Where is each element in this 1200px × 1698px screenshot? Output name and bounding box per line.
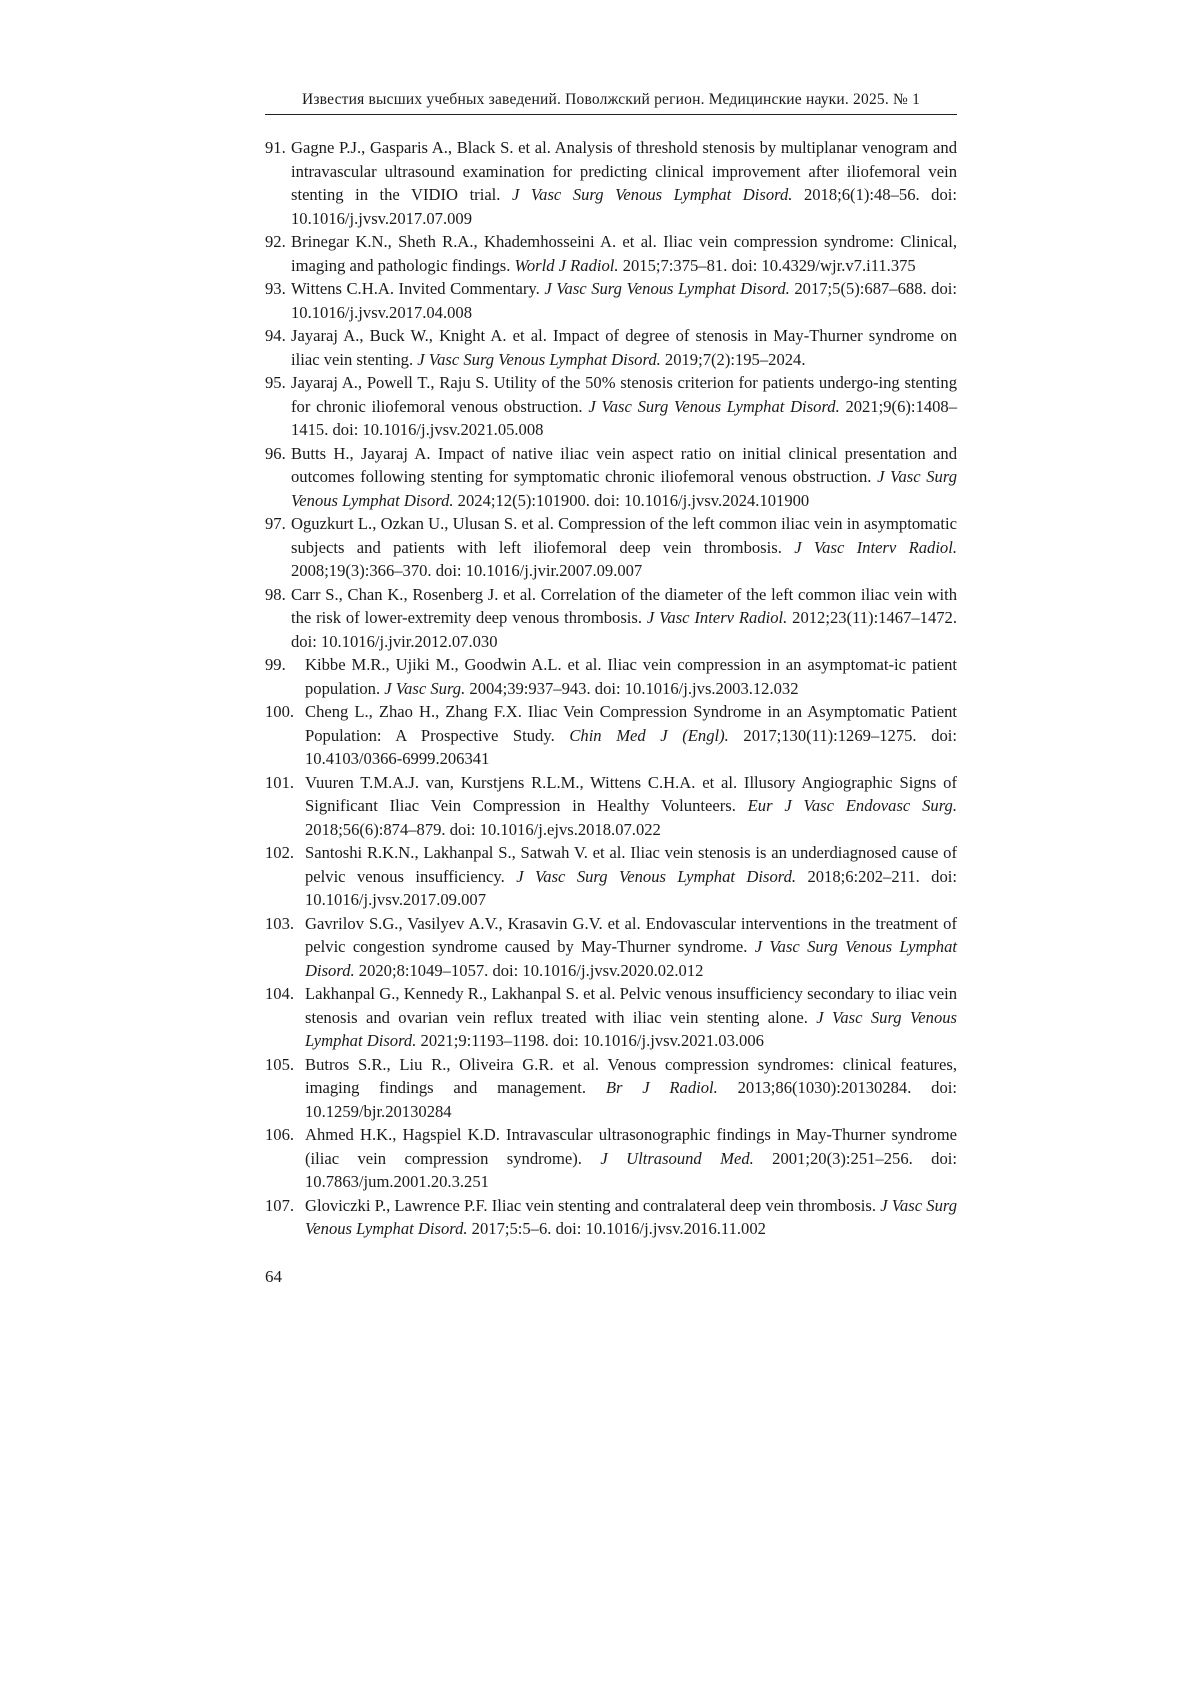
journal-title: J Vasc Surg Venous Lymphat Disord. <box>417 349 661 369</box>
reference-number: 98. <box>265 584 286 604</box>
reference-item <box>265 1194 957 1241</box>
reference-number: 99. <box>265 655 286 674</box>
reference-text: 2001;20(3):251–256. doi: 10.7863/jum.2001.20.3.251 <box>305 1148 957 1191</box>
reference-item <box>265 653 957 700</box>
reference-text: 2019;7(2):195–2024. <box>660 349 806 369</box>
reference-text: Butts H., Jayaraj A. Impact of native iliac vein aspect ratio on initial clinical presentation and outcomes following stenting for symptomatic chronic iliofemoral venous obstruction. <box>291 443 957 486</box>
reference-text: Gavrilov S.G., Vasilyev A.V., Krasavin G.V. et al. Endovascular interventions in the treatment of pelvic congestion syndrome caused by May-Thurner syndrome. <box>305 913 957 956</box>
reference-item <box>265 371 957 442</box>
reference-text: 2020;8:1049–1057. doi: 10.1016/j.jvsv.2020.02.012 <box>354 960 704 980</box>
journal-title: J Vasc Interv Radiol. <box>794 537 957 557</box>
reference-number: 101. <box>265 772 295 792</box>
reference-text: Jayaraj A., Buck W., Knight A. et al. Impact of degree of stenosis in May-Thurner syndrome on iliac vein stenting. <box>291 326 957 369</box>
reference-item <box>265 771 957 842</box>
journal-title: J Vasc Surg Venous Lymphat Disord. <box>516 866 797 886</box>
reference-number: 94. <box>265 326 286 345</box>
reference-text: 2017;5:5–6. doi: 10.1016/j.jvsv.2016.11.002 <box>467 1219 766 1238</box>
reference-text: 2012;23(11):1467–1472. doi: 10.1016/j.jvir.2012.07.030 <box>291 608 958 651</box>
reference-text: Lakhanpal G., Kennedy R., Lakhanpal S. et al. Pelvic venous insufficiency secondary to iliac vein stenosis and ovarian vein reflux treated with iliac vein stenting alone. <box>305 984 957 1027</box>
reference-item <box>265 1123 957 1194</box>
reference-text: 2004;39:937–943. doi: 10.1016/j.jvs.2003.12.032 <box>465 678 799 698</box>
journal-title: World J Radiol. <box>514 255 619 275</box>
header-rule <box>265 114 957 115</box>
reference-text: Vuuren T.M.A.J. van, Kurstjens R.L.M., Wittens C.H.A. et al. Illusory Angiographic Signs of Significant Iliac Vein Compression in Healthy Volunteers. <box>305 772 957 815</box>
reference-text: Oguzkurt L., Ozkan U., Ulusan S. et al. Compression of the left common iliac vein in asymptomatic subjects and patients with left iliofemoral deep vein thrombosis. <box>291 514 957 557</box>
reference-number: 100. <box>265 702 295 721</box>
reference-item <box>265 700 957 771</box>
reference-item <box>265 912 957 983</box>
reference-text: Carr S., Chan K., Rosenberg J. et al. Correlation of the diameter of the left common iliac vein with the risk of lower-extremity deep venous thrombosis. <box>291 584 957 627</box>
journal-title: Eur J Vasc Endovasc Surg. <box>747 796 957 815</box>
reference-number: 102. <box>265 843 295 862</box>
reference-text: Butros S.R., Liu R., Oliveira G.R. et al. Venous compression syndromes: clinical features, imaging findings and management. <box>305 1054 957 1097</box>
reference-item <box>265 136 957 230</box>
reference-text: 2018;6(1):48–56. doi: 10.1016/j.jvsv.2017.07.009 <box>291 185 957 228</box>
journal-title: J Ultrasound Med. <box>600 1148 754 1168</box>
reference-text: 2024;12(5):101900. doi: 10.1016/j.jvsv.2024.101900 <box>453 490 810 510</box>
journal-title: J Vasc Surg Venous Lymphat Disord. <box>305 1007 957 1050</box>
journal-title: J Vasc Surg Venous Lymphat Disord. <box>291 467 957 510</box>
reference-text: 2013;86(1030):20130284. doi: 10.1259/bjr.20130284 <box>305 1078 957 1121</box>
journal-title: J Vasc Interv Radiol. <box>646 608 788 627</box>
reference-text: Gagne P.J., Gasparis A., Black S. et al. Analysis of threshold stenosis by multiplanar venogram and intravascular ultrasound examination for predicting clinical improvement after iliofemoral vein stenting in the VIDIO trial. <box>291 138 957 204</box>
reference-number: 91. <box>265 138 286 157</box>
journal-title: J Vasc Surg Venous Lymphat Disord. <box>544 279 790 298</box>
journal-title: J Vasc Surg Venous Lymphat Disord. <box>588 396 840 416</box>
reference-number: 93. <box>265 279 286 298</box>
reference-number: 105. <box>265 1054 295 1074</box>
reference-text: Santoshi R.K.N., Lakhanpal S., Satwah V. et al. Iliac vein stenosis is an underdiagnosed cause of pelvic venous insufficiency. <box>305 843 957 886</box>
reference-number: 107. <box>265 1195 295 1215</box>
reference-number: 106. <box>265 1125 295 1144</box>
reference-text: 2017;5(5):687–688. doi: 10.1016/j.jvsv.2017.04.008 <box>291 279 957 322</box>
reference-text: Ahmed H.K., Hagspiel K.D. Intravascular ultrasonographic findings in May-Thurner syndrome (iliac vein compression syndrome). <box>305 1125 957 1168</box>
reference-text: 2018;6:202–211. doi: 10.1016/j.jvsv.2017.09.007 <box>305 866 957 909</box>
reference-item <box>265 841 957 912</box>
reference-text: 2017;130(11):1269–1275. doi: 10.4103/0366-6999.206341 <box>305 725 958 768</box>
journal-title: J Vasc Surg Venous Lymphat Disord. <box>305 937 958 980</box>
reference-number: 104. <box>265 984 295 1003</box>
reference-number: 92. <box>265 232 286 251</box>
reference-number: 103. <box>265 913 295 933</box>
reference-number: 96. <box>265 443 286 463</box>
reference-item <box>265 583 957 654</box>
page-number: 64 <box>265 1266 282 1286</box>
running-head <box>265 90 957 115</box>
journal-title: J Vasc Surg. <box>384 678 466 698</box>
references-list <box>265 136 957 1241</box>
journal-title: J Vasc Surg Venous Lymphat Disord. <box>305 1195 958 1238</box>
reference-text: 2008;19(3):366–370. doi: 10.1016/j.jvir.2007.09.007 <box>291 561 643 580</box>
reference-item <box>265 982 957 1053</box>
reference-item <box>265 1053 957 1124</box>
reference-item <box>265 512 957 583</box>
reference-number: 97. <box>265 514 286 533</box>
reference-text: Jayaraj A., Powell T., Raju S. Utility of the 50% stenosis criterion for patients undergo-ing stenting for chronic iliofemoral venous obstruction. <box>291 373 957 416</box>
journal-title: J Vasc Surg Venous Lymphat Disord. <box>511 185 793 204</box>
reference-item <box>265 277 957 324</box>
reference-text: 2021;9:1193–1198. doi: 10.1016/j.jvsv.2021.03.006 <box>416 1031 764 1050</box>
reference-text: 2021;9(6):1408–1415. doi: 10.1016/j.jvsv.2021.05.008 <box>291 396 958 439</box>
reference-text: Brinegar K.N., Sheth R.A., Khademhosseini A. et al. Iliac vein compression syndrome: Clinical, imaging and pathologic findings. <box>291 232 957 275</box>
reference-item <box>265 230 957 277</box>
reference-text: Cheng L., Zhao H., Zhang F.X. Iliac Vein Compression Syndrome in an Asymptomatic Patient Population: A Prospective Study. <box>305 702 957 745</box>
reference-text: Kibbe M.R., Ujiki M., Goodwin A.L. et al. Iliac vein compression in an asymptomat-ic patient population. <box>305 655 957 698</box>
reference-number: 95. <box>265 373 286 392</box>
reference-text: Gloviczki P., Lawrence P.F. Iliac vein stenting and contralateral deep vein thrombosis. <box>305 1195 881 1215</box>
reference-text: 2015;7:375–81. doi: 10.4329/wjr.v7.i11.375 <box>618 255 916 275</box>
reference-item <box>265 324 957 371</box>
reference-item <box>265 442 957 513</box>
journal-title: Chin Med J (Engl). <box>569 725 729 745</box>
reference-text: Wittens C.H.A. Invited Commentary. <box>291 279 545 298</box>
reference-text: 2018;56(6):874–879. doi: 10.1016/j.ejvs.2018.07.022 <box>305 819 661 839</box>
journal-title: Br J Radiol. <box>605 1078 718 1097</box>
journal-header-title: Известия высших учебных заведений. Поволжский регион. Медицинские науки. 2025. № 1 <box>301 91 921 108</box>
